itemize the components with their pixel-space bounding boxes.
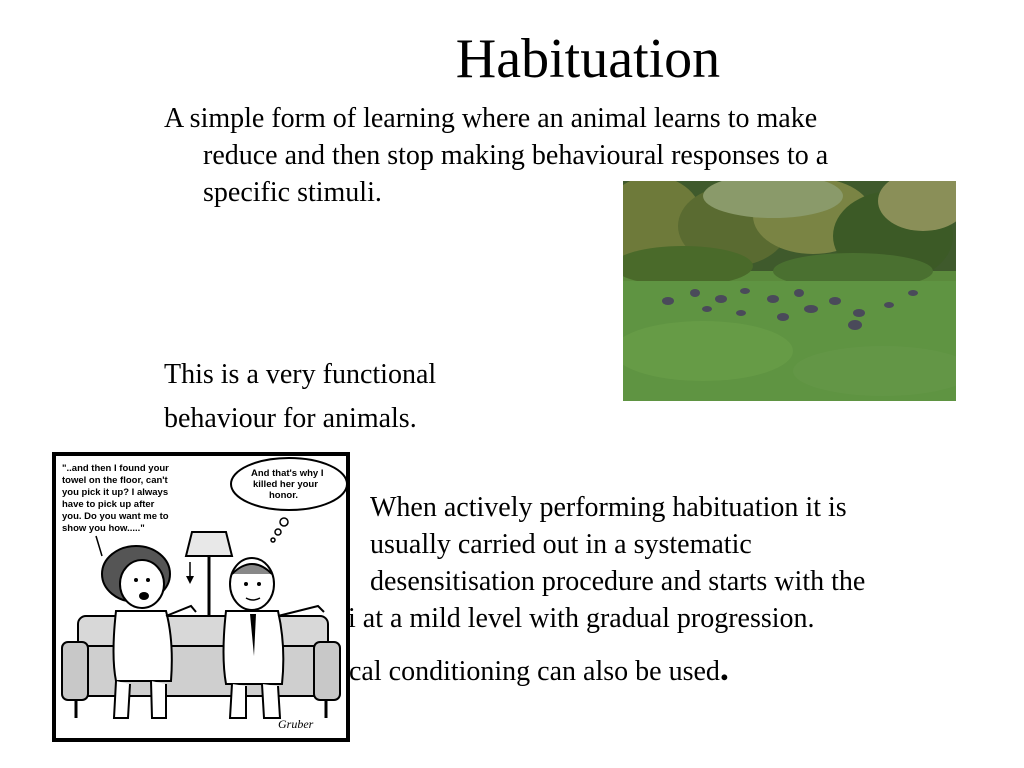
habituation-procedure-paragraph — [348, 489, 1010, 634]
classical-conditioning-line — [349, 650, 729, 690]
cartoon-caption-line: you. Do you want me to — [62, 511, 169, 522]
cartoon-caption-line: show you how....." — [62, 523, 145, 534]
classical-conditioning-period: . — [719, 648, 729, 688]
cartoon-caption-line: "..and then I found your — [62, 463, 169, 474]
classical-conditioning-text: cal conditioning can also be used — [349, 656, 720, 687]
habituation-line-3: desensitisation procedure and starts with the — [370, 566, 866, 597]
habituation-line-1: When actively performing habituation it is — [370, 492, 847, 523]
habituation-line-2: usually carried out in a systematic — [370, 529, 752, 560]
cartoon-illustration — [56, 456, 346, 738]
definition-line-1: A simple form of learning where an animal learns to make — [164, 103, 818, 134]
birds-photo-illustration — [623, 181, 956, 401]
definition-line-3: specific stimuli. — [203, 177, 382, 208]
thought-line: And that's why I — [251, 468, 324, 479]
thought-line: honor. — [269, 490, 299, 501]
courtroom-cartoon — [52, 452, 350, 742]
habituation-line-4: i at a mild level with gradual progression. — [348, 603, 815, 634]
functional-line-1: This is a very functional — [164, 359, 437, 390]
cartoon-caption-line: you pick it up? I always — [62, 487, 169, 498]
definition-line-2: reduce and then stop making behavioural responses to a — [203, 140, 829, 171]
thought-line: killed her your — [253, 479, 318, 490]
functional-line-2: behaviour for animals. — [164, 403, 417, 434]
cartoon-signature: Gruber — [278, 717, 314, 731]
cartoon-caption-line: towel on the floor, can't — [62, 475, 168, 486]
slide-title: Habituation — [455, 28, 721, 90]
cartoon-caption-line: have to pick up after — [62, 499, 155, 510]
functional-paragraph — [164, 353, 436, 441]
birds-on-grass-photo — [623, 181, 956, 401]
